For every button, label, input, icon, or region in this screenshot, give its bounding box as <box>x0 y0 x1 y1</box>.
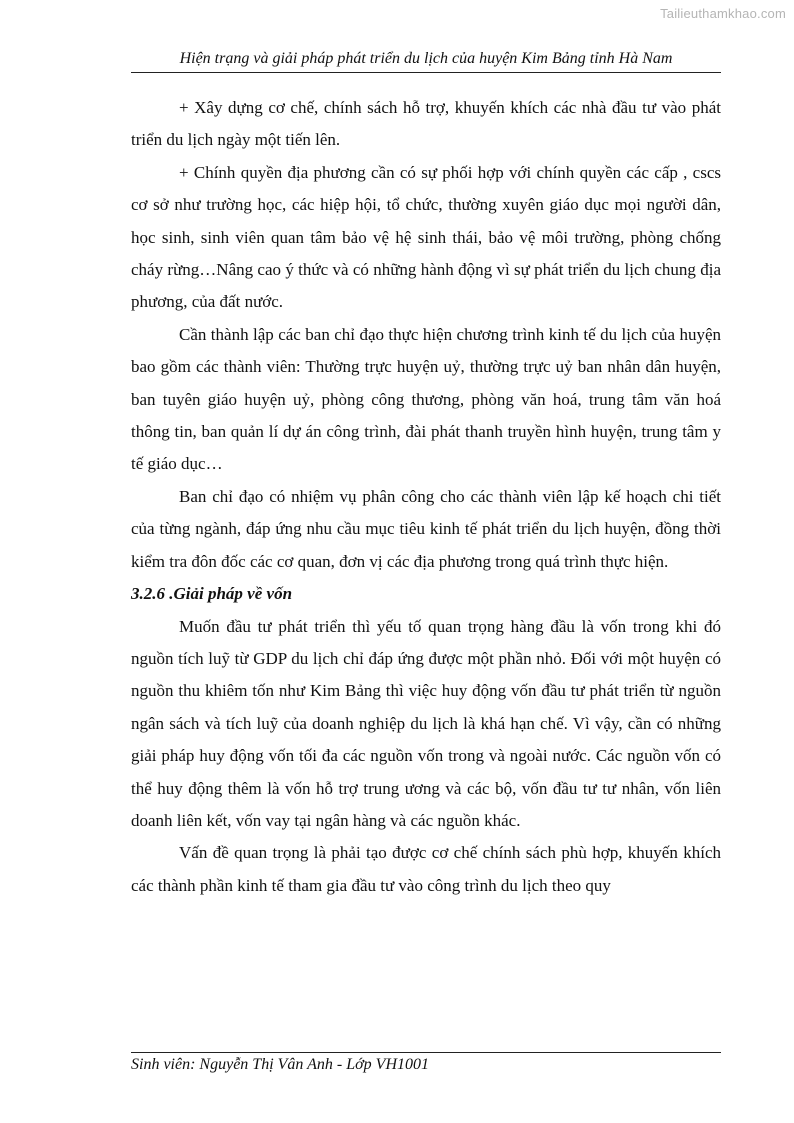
paragraph-policy-mechanism: Vấn đề quan trọng là phải tạo được cơ chế chính sách phù hợp, khuyến khích các thành phần kinh tế tham gia đầu tư vào công trình du lịch theo quy <box>131 843 721 895</box>
paragraph-steering-committee: Cần thành lập các ban chỉ đạo thực hiện chương trình kinh tế du lịch của huyện bao gồm các thành viên: Thường trực huyện uỷ, thường trực uỷ ban nhân dân huyện, ban tuyên giáo huyện uỷ, phòng công thương, phòng văn hoá, trung tâm văn hoá thông tin, ban quản lí dự án công trình, đài phát thanh truyền hình huyện, trung tâm y tế giáo dục… <box>131 324 721 474</box>
paragraph-capital: Muốn đầu tư phát triển thì yếu tố quan trọng hàng đầu là vốn trong khi đó nguồn tích luỹ từ GDP du lịch chỉ đáp ứng được một phần nhỏ. Đối với một huyện có nguồn thu khiêm tốn như Kim Bảng thì việc huy động vốn đầu tư phát triển từ nguồn ngân sách và tích luỹ của doanh nghiệp du lịch là khá hạn chế. Vì vậy, cần có những giải pháp huy động vốn tối đa các nguồn vốn trong và ngoài nước. Các nguồn vốn có thể huy động thêm là vốn hỗ trợ trung ương và các bộ, vốn đầu tư tư nhân, vốn liên doanh liên kết, vốn vay tại ngân hàng và các nguồn khác. <box>131 616 721 830</box>
section-heading: 3.2.6 .Giải pháp về vốn <box>131 584 293 604</box>
running-header: Hiện trạng và giải pháp phát triển du lịch của huyện Kim Bảng tỉnh Hà Nam <box>179 50 673 67</box>
document-body <box>131 92 721 902</box>
header-divider <box>131 72 721 73</box>
paragraph-support-policy: + Xây dựng cơ chế, chính sách hỗ trợ, khuyến khích các nhà đầu tư vào phát triển du lịch ngày một tiến lên. <box>131 98 721 150</box>
paragraph-committee-duties: Ban chỉ đạo có nhiệm vụ phân công cho các thành viên lập kế hoạch chi tiết của từng ngành, đáp ứng nhu cầu mục tiêu kinh tế phát triển du lịch huyện, đồng thời kiểm tra đôn đốc các cơ quan, đơn vị các địa phương trong quá trình thực hiện. <box>131 486 721 571</box>
page-footer: Sinh viên: Nguyễn Thị Vân Anh - Lớp VH1001 <box>131 1056 429 1073</box>
footer-divider <box>131 1052 721 1053</box>
paragraph-local-cooperation: + Chính quyền địa phương cần có sự phối hợp với chính quyền các cấp , cscs cơ sở như trường học, các hiệp hội, tổ chức, thường xuyên giáo dục mọi người dân, học sinh, sinh viên quan tâm bảo vệ hệ sinh thái, bảo vệ môi trường, phòng chống cháy rừng…Nâng cao ý thức và có những hành động vì sự phát triển du lịch chung địa phương, của đất nước. <box>131 162 721 312</box>
watermark: Tailieuthamkhao.com <box>660 6 786 21</box>
